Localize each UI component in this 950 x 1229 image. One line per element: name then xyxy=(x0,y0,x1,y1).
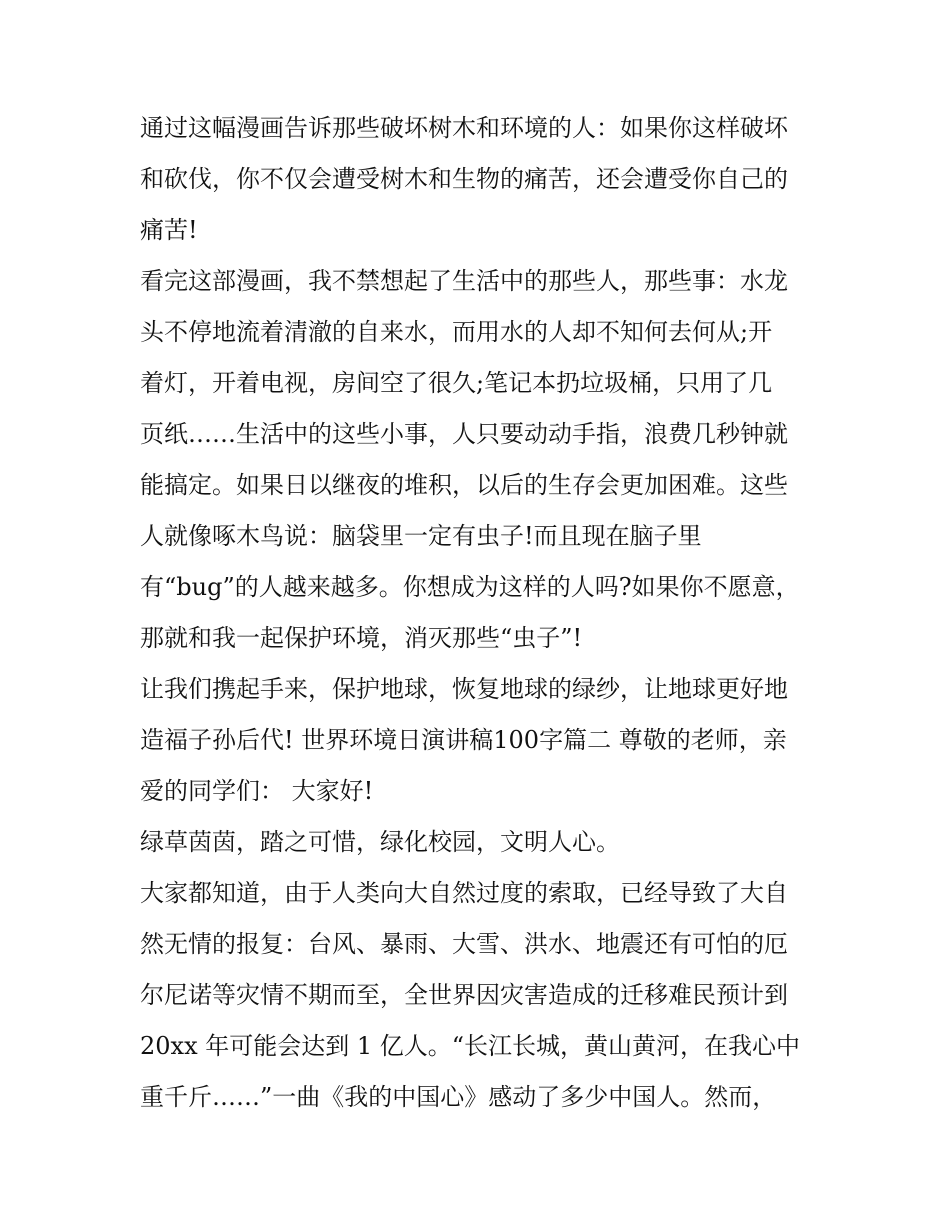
text-line: 通过这幅漫画告诉那些破坏树木和环境的人：如果你这样破坏 xyxy=(140,114,788,142)
text-line: 让我们携起手来，保护地球，恢复地球的绿纱，让地球更好地 xyxy=(140,675,788,703)
text-line: 20xx 年可能会达到 1 亿人。“长江长城，黄山黄河，在我心中 xyxy=(140,1032,801,1060)
text-line: 大家都知道，由于人类向大自然过度的索取，已经导致了大自 xyxy=(140,879,788,907)
text-line: 人就像啄木鸟说：脑袋里一定有虫子!而且现在脑子里 xyxy=(140,522,702,550)
text-line: 看完这部漫画，我不禁想起了生活中的那些人，那些事：水龙 xyxy=(140,267,788,295)
text-line: 重千斤……”一曲《我的中国心》感动了多少中国人。然而， xyxy=(140,1083,777,1111)
text-line: 然无情的报复：台风、暴雨、大雪、洪水、地震还有可怕的厄 xyxy=(140,930,788,958)
text-line: 能搞定。如果日以继夜的堆积，以后的生存会更加困难。这些 xyxy=(140,471,788,499)
text-line: 痛苦! xyxy=(140,216,198,244)
text-line: 绿草茵茵，踏之可惜，绿化校园，文明人心。 xyxy=(140,828,620,856)
text-line: 造福子孙后代! 世界环境日演讲稿100字篇二 尊敬的老师，亲 xyxy=(140,726,787,754)
text-line: 有“bug”的人越来越多。你想成为这样的人吗?如果你不愿意， xyxy=(140,573,800,601)
text-line: 爱的同学们： 大家好! xyxy=(140,777,374,805)
text-line: 着灯，开着电视，房间空了很久;笔记本扔垃圾桶，只用了几 xyxy=(140,369,773,397)
document-body xyxy=(140,103,820,1123)
text-line: 那就和我一起保护环境，消灭那些“虫子”! xyxy=(140,624,583,652)
text-line: 和砍伐，你不仅会遭受树木和生物的痛苦，还会遭受你自己的 xyxy=(140,165,788,193)
text-line: 尔尼诺等灾情不期而至，全世界因灾害造成的迁移难民预计到 xyxy=(140,981,788,1009)
text-line: 头不停地流着清澈的自来水，而用水的人却不知何去何从;开 xyxy=(140,318,773,346)
text-line: 页纸……生活中的这些小事，人只要动动手指，浪费几秒钟就 xyxy=(140,420,788,448)
